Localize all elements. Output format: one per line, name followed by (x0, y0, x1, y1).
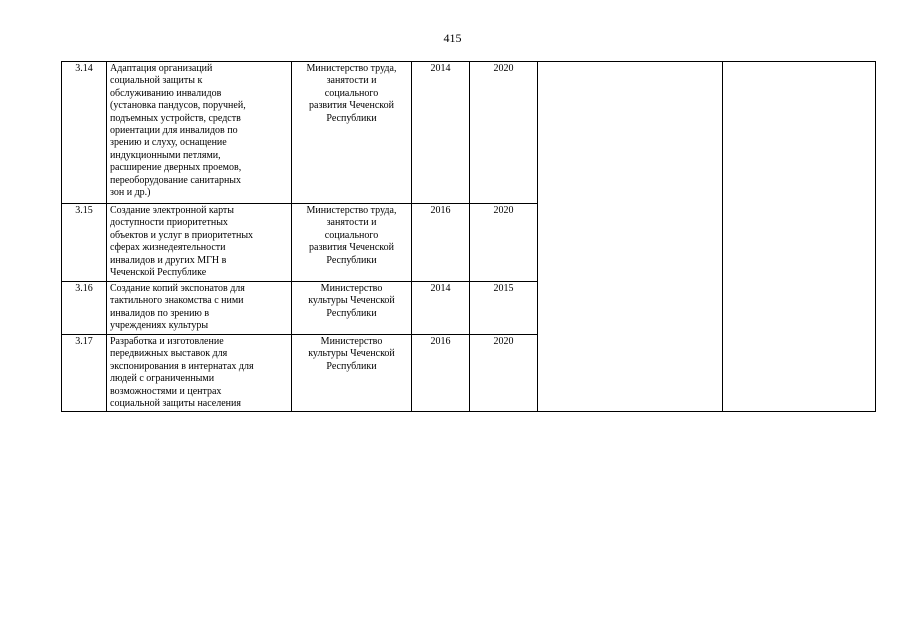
executor-line: занятости и (326, 217, 377, 229)
measure-cell (107, 204, 292, 282)
executor-line: Республики (326, 254, 377, 266)
executor-cell (292, 204, 412, 282)
end-year: 2020 (470, 204, 538, 282)
measure-line: социальной защиты к (110, 75, 203, 87)
row-number: 3.15 (62, 204, 107, 282)
executor-line: культуры Чеченской (308, 295, 395, 307)
table-row (62, 62, 876, 204)
empty-merged-cell (538, 62, 723, 412)
start-year: 2014 (412, 62, 470, 204)
measure-line: возможностями и центрах (110, 385, 222, 397)
executor-cell (292, 335, 412, 412)
measure-cell (107, 335, 292, 412)
measure-line: обслуживанию инвалидов (110, 87, 222, 99)
measure-line: переоборудование санитарных (110, 174, 242, 186)
executor-line: социального (324, 87, 379, 99)
end-year: 2020 (470, 62, 538, 204)
measure-line: ориентации для инвалидов по (110, 125, 238, 137)
executor-line: Республики (326, 112, 377, 124)
measure-line: доступности приоритетных (110, 217, 228, 229)
measure-line: инвалидов по зрению в (110, 307, 210, 319)
row-number: 3.14 (62, 62, 107, 204)
measure-line: зон и др.) (110, 187, 151, 199)
executor-line: занятости и (326, 75, 377, 87)
measure-line: инвалидов и других МГН в (110, 254, 227, 266)
measure-line: Создание копий экспонатов для (110, 283, 245, 294)
executor-line: Министерство труда, (306, 205, 397, 216)
start-year: 2014 (412, 282, 470, 335)
measure-line: передвижных выставок для (110, 348, 228, 360)
page-number: 415 (443, 31, 462, 45)
measure-cell (107, 282, 292, 335)
executor-line: Республики (326, 307, 377, 319)
measure-line: Разработка и изготовление (110, 336, 224, 347)
measure-line: расширение дверных проемов, (110, 162, 242, 174)
measure-cell (107, 62, 292, 204)
measure-line: (установка пандусов, поручней, (110, 100, 246, 112)
row-number: 3.16 (62, 282, 107, 335)
measure-line: подъемных устройств, средств (110, 112, 241, 124)
measure-line: людей с ограниченными (110, 373, 215, 385)
empty-merged-cell (723, 62, 876, 412)
measure-line: сферах жизнедеятельности (110, 242, 226, 254)
executor-line: культуры Чеченской (308, 348, 395, 360)
executor-line: развития Чеченской (309, 242, 394, 254)
measure-line: Чеченской Республике (110, 267, 207, 279)
executor-line: Республики (326, 360, 377, 372)
measure-line: объектов и услуг в приоритетных (110, 229, 254, 241)
start-year: 2016 (412, 204, 470, 282)
measure-line: экспонирования в интернатах для (110, 360, 254, 372)
executor-line: Министерство труда, (306, 63, 397, 74)
executor-line: социального (324, 229, 379, 241)
measure-line: учреждениях культуры (110, 320, 209, 332)
end-year: 2015 (470, 282, 538, 335)
end-year: 2020 (470, 335, 538, 412)
executor-line: развития Чеченской (309, 100, 394, 112)
measure-line: тактильного знакомства с ними (110, 295, 244, 307)
measure-line: Адаптация организаций (110, 63, 213, 74)
measure-line: социальной защиты населения (110, 398, 241, 410)
measure-line: Создание электронной карты (110, 205, 235, 216)
start-year: 2016 (412, 335, 470, 412)
executor-line: Министерство (320, 336, 383, 347)
executor-line: Министерство (320, 283, 383, 294)
executor-cell (292, 282, 412, 335)
measure-line: зрению и слуху, оснащение (110, 137, 227, 149)
row-number: 3.17 (62, 335, 107, 412)
measure-line: индукционными петлями, (110, 149, 221, 161)
measures-table (61, 61, 876, 412)
executor-cell (292, 62, 412, 204)
